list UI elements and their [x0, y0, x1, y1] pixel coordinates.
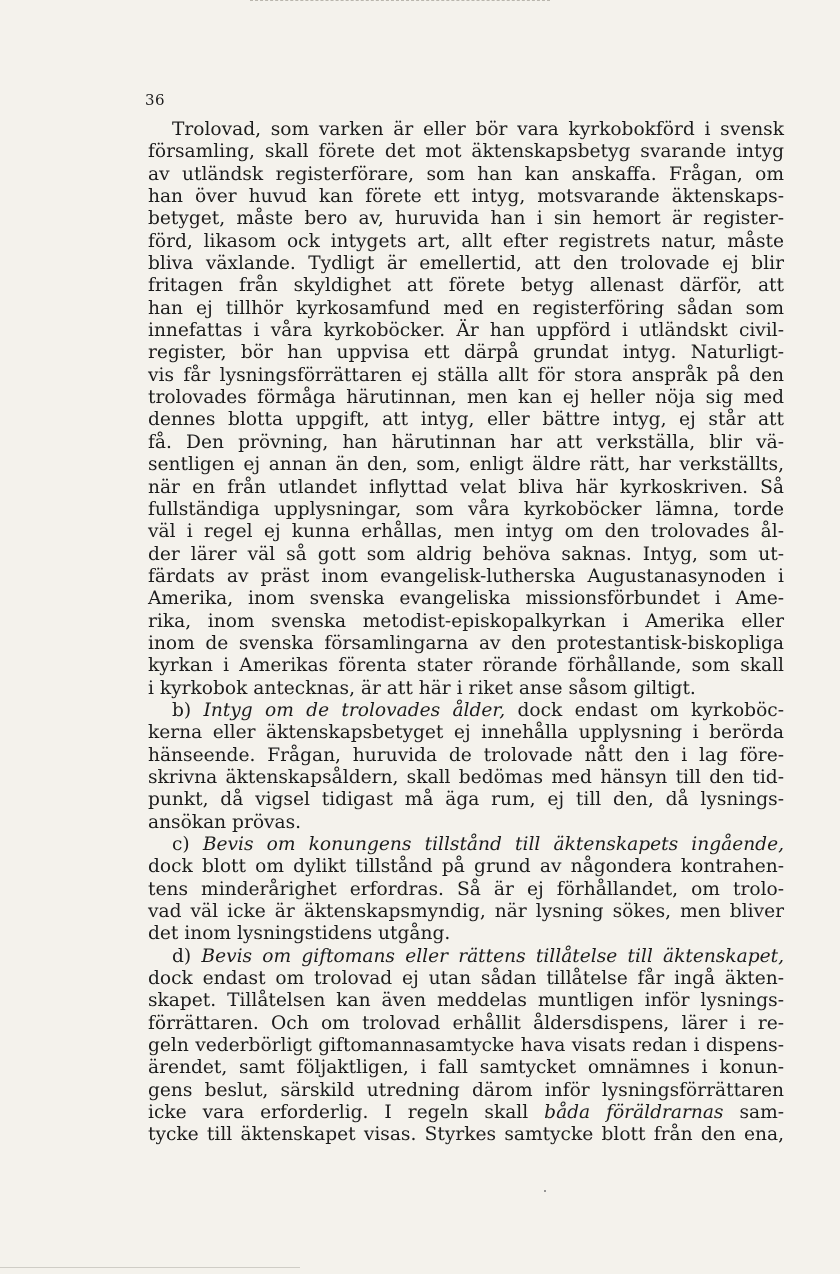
item-heading: Intyg om de trolovades ålder,	[203, 699, 506, 721]
text-line: tens minderårighet erfordras. Så är ej förhållandet, om trolo-	[148, 878, 784, 900]
text-line: förd, likasom ock intygets art, allt efter registrets natur, måste	[148, 230, 784, 252]
text-line: det inom lysningstidens utgång.	[148, 923, 451, 945]
item-label: b)	[172, 699, 192, 721]
text-line: dock blott om dylikt tillstånd på grund av någondera kontrahen-	[148, 856, 784, 878]
text-line: han över huvud kan förete ett intyg, motsvarande äktenskaps-	[148, 186, 784, 208]
text-line: punkt, då vigsel tidigast må äga rum, ej till den, då lysnings-	[148, 789, 784, 811]
text-line: skapet. Tillåtelsen kan även meddelas muntligen inför lysnings-	[148, 990, 784, 1012]
text-line: dennes blotta uppgift, att intyg, eller bättre intyg, ej står att	[148, 409, 784, 431]
text-line: dock endast om trolovad ej utan sådan tillåtelse får ingå äkten-	[148, 968, 784, 990]
item-heading-rest: dock endast om kyrkoböc-	[517, 699, 784, 721]
text-line: ansökan prövas.	[148, 811, 302, 833]
text-line: Amerika, inom svenska evangeliska missionsförbundet i Ame-	[148, 588, 784, 610]
text-line: när en från utlandet inflyttad velat bliva här kyrkoskriven. Så	[148, 476, 784, 498]
paragraph-d	[148, 946, 784, 1147]
text-line: församling, skall förete det mot äktenskapsbetyg svarande intyg	[148, 141, 784, 163]
italic-phrase: båda föräldrarnas	[544, 1102, 724, 1124]
text-line: väl i regel ej kunna erhållas, men intyg om den trolovades ål-	[148, 521, 784, 543]
text-line: av utländsk registerförare, som han kan anskaffa. Frågan, om	[148, 163, 784, 185]
item-heading-line	[148, 946, 784, 968]
text-segment: sam-	[739, 1102, 784, 1124]
item-heading: Bevis om giftomans eller rättens tillåtelse till äktenskapet,	[201, 945, 784, 967]
body-text	[148, 119, 784, 1147]
text-line: få. Den prövning, han härutinnan har att verkställa, blir vä-	[148, 431, 784, 453]
text-line: sentligen ej annan än den, som, enligt äldre rätt, har verkställts,	[148, 454, 784, 476]
text-line: inom de svenska församlingarna av den protestantisk-biskopliga	[148, 632, 784, 654]
text-line: vis får lysningsförrättaren ej ställa allt för stora anspråk på den	[148, 364, 784, 386]
item-heading-line	[148, 700, 784, 722]
item-label: d)	[172, 945, 192, 967]
text-line: i kyrkobok antecknas, är att här i riket anse såsom giltigt.	[148, 677, 696, 699]
text-line: han ej tillhör kyrkosamfund med en registerföring sådan som	[148, 297, 784, 319]
text-line: Trolovad, som varken är eller bör vara kyrkobokförd i svensk	[172, 119, 784, 140]
text-line: geln vederbörligt giftomannasamtycke hava visats redan i dispens-	[148, 1035, 784, 1057]
top-dashed-rule	[250, 0, 550, 1]
text-line: kerna eller äktenskapsbetyget ej innehålla upplysning i berörda	[148, 722, 784, 744]
text-line: innefattas i våra kyrkoböcker. Är han uppförd i utländskt civil-	[148, 320, 784, 342]
text-line: färdats av präst inom evangelisk-lutherska Augustanasynoden i	[148, 565, 784, 587]
text-line: ärendet, samt följaktligen, i fall samtycket omnämnes i konun-	[148, 1057, 784, 1079]
text-line: vad väl icke är äktenskapsmyndig, när lysning sökes, men bliver	[148, 901, 784, 923]
text-line: register, bör han uppvisa ett därpå grundat intyg. Naturligt-	[148, 342, 784, 364]
paragraph-b	[148, 700, 784, 834]
text-line: trolovades förmåga härutinnan, men kan ej heller nöja sig med	[148, 387, 784, 409]
text-line: hänseende. Frågan, huruvida de trolovade nått den i lag före-	[148, 744, 784, 766]
text-line: gens beslut, särskild utredning därom inför lysningsförrättaren	[148, 1079, 784, 1101]
text-line: skrivna äktenskapsåldern, skall bedömas med hänsyn till den tid-	[148, 766, 784, 788]
speck-mark	[544, 1190, 546, 1192]
paragraph-1	[148, 119, 784, 700]
bottom-rule	[0, 1267, 300, 1268]
page-number: 36	[145, 91, 166, 109]
text-line: tycke till äktenskapet visas. Styrkes samtycke blott från den ena,	[148, 1124, 784, 1146]
text-line: fritagen från skyldighet att förete betyg allenast därför, att	[148, 275, 784, 297]
text-line: der lärer väl så gott som aldrig behöva saknas. Intyg, som ut-	[148, 543, 784, 565]
text-line: rika, inom svenska metodist-episkopalkyrkan i Amerika eller	[148, 610, 784, 632]
text-line: bliva växlande. Tydligt är emellertid, att den trolovade ej blir	[148, 253, 784, 275]
text-line: kyrkan i Amerikas förenta stater rörande förhållande, som skall	[148, 655, 784, 677]
text-segment: icke vara erforderlig. I regeln skall	[148, 1102, 529, 1124]
paragraph-c	[148, 834, 784, 946]
text-line: förrättaren. Och om trolovad erhållit åldersdispens, lärer i re-	[148, 1012, 784, 1034]
item-label: c)	[172, 834, 190, 855]
text-line: betyget, måste bero av, huruvida han i sin hemort är register-	[148, 208, 784, 230]
text-line: fullständiga upplysningar, som våra kyrkoböcker lämna, torde	[148, 498, 784, 520]
item-heading-line	[148, 834, 784, 856]
text-line-mixed	[148, 1102, 784, 1124]
item-heading: Bevis om konungens tillstånd till äktenskapets ingående,	[202, 834, 784, 855]
